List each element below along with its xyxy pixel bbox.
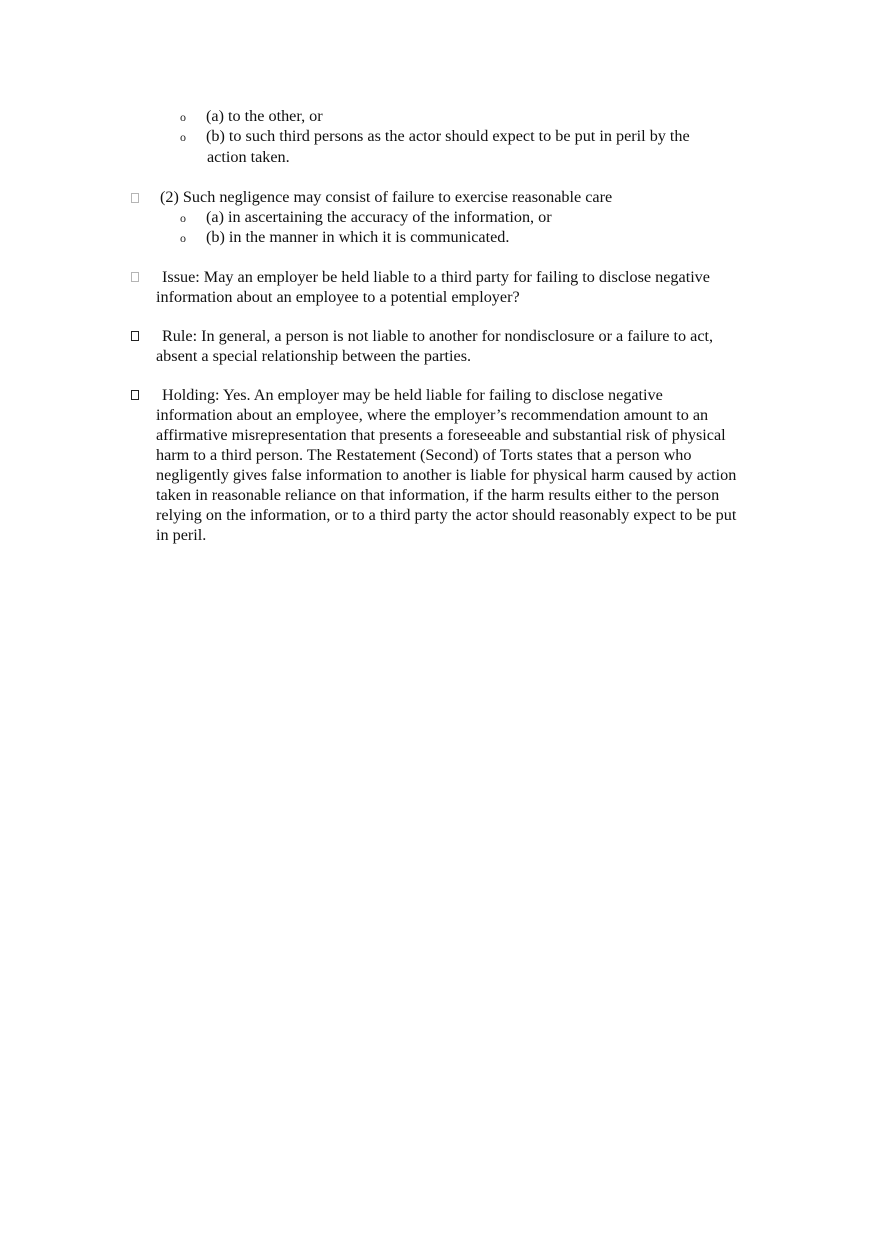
holding-paragraph-line-5: negligently gives false information to another is liable for physical harm caused by action — [156, 466, 737, 484]
negligence-paragraph: (2) Such negligence may consist of failure to exercise reasonable care — [160, 188, 613, 206]
list-item-accuracy: (a) in ascertaining the accuracy of the information, or — [206, 208, 552, 226]
bullet-box-icon — [131, 272, 139, 282]
issue-paragraph: Issue: May an employer be held liable to a third party for failing to disclose negative — [162, 268, 710, 286]
holding-paragraph-line-7: relying on the information, or to a third party the actor should reasonably expect to be put — [156, 506, 737, 524]
sub-bullet-marker: o — [180, 110, 186, 124]
list-item-manner: (b) in the manner in which it is communicated. — [206, 228, 510, 246]
sub-bullet-marker: o — [180, 130, 186, 144]
rule-paragraph-cont: absent a special relationship between the parties. — [156, 347, 472, 365]
sub-bullet-marker: o — [180, 231, 186, 245]
rule-paragraph: Rule: In general, a person is not liable to another for nondisclosure or a failure to act, — [162, 327, 714, 345]
sub-bullet-marker: o — [180, 211, 186, 225]
holding-paragraph-line-2: information about an employee, where the employer’s recommendation amount to an — [156, 406, 709, 424]
holding-paragraph-line-6: taken in reasonable reliance on that information, if the harm results either to the person — [156, 486, 720, 504]
bullet-box-icon — [131, 390, 139, 400]
list-item-a-other: (a) to the other, or — [206, 107, 323, 125]
holding-paragraph: Holding: Yes. An employer may be held liable for failing to disclose negative — [162, 386, 663, 404]
holding-paragraph-line-4: harm to a third person. The Restatement (Second) of Torts states that a person who — [156, 446, 692, 464]
bullet-box-icon — [131, 193, 139, 203]
holding-paragraph-line-3: affirmative misrepresentation that presents a foreseeable and substantial risk of physical — [156, 426, 726, 444]
list-item-b-third-persons-cont: action taken. — [207, 148, 290, 166]
list-item-b-third-persons: (b) to such third persons as the actor should expect to be put in peril by the — [206, 127, 690, 145]
bullet-box-icon — [131, 331, 139, 341]
holding-paragraph-line-8: in peril. — [156, 526, 207, 544]
issue-paragraph-cont: information about an employee to a potential employer? — [156, 288, 520, 306]
